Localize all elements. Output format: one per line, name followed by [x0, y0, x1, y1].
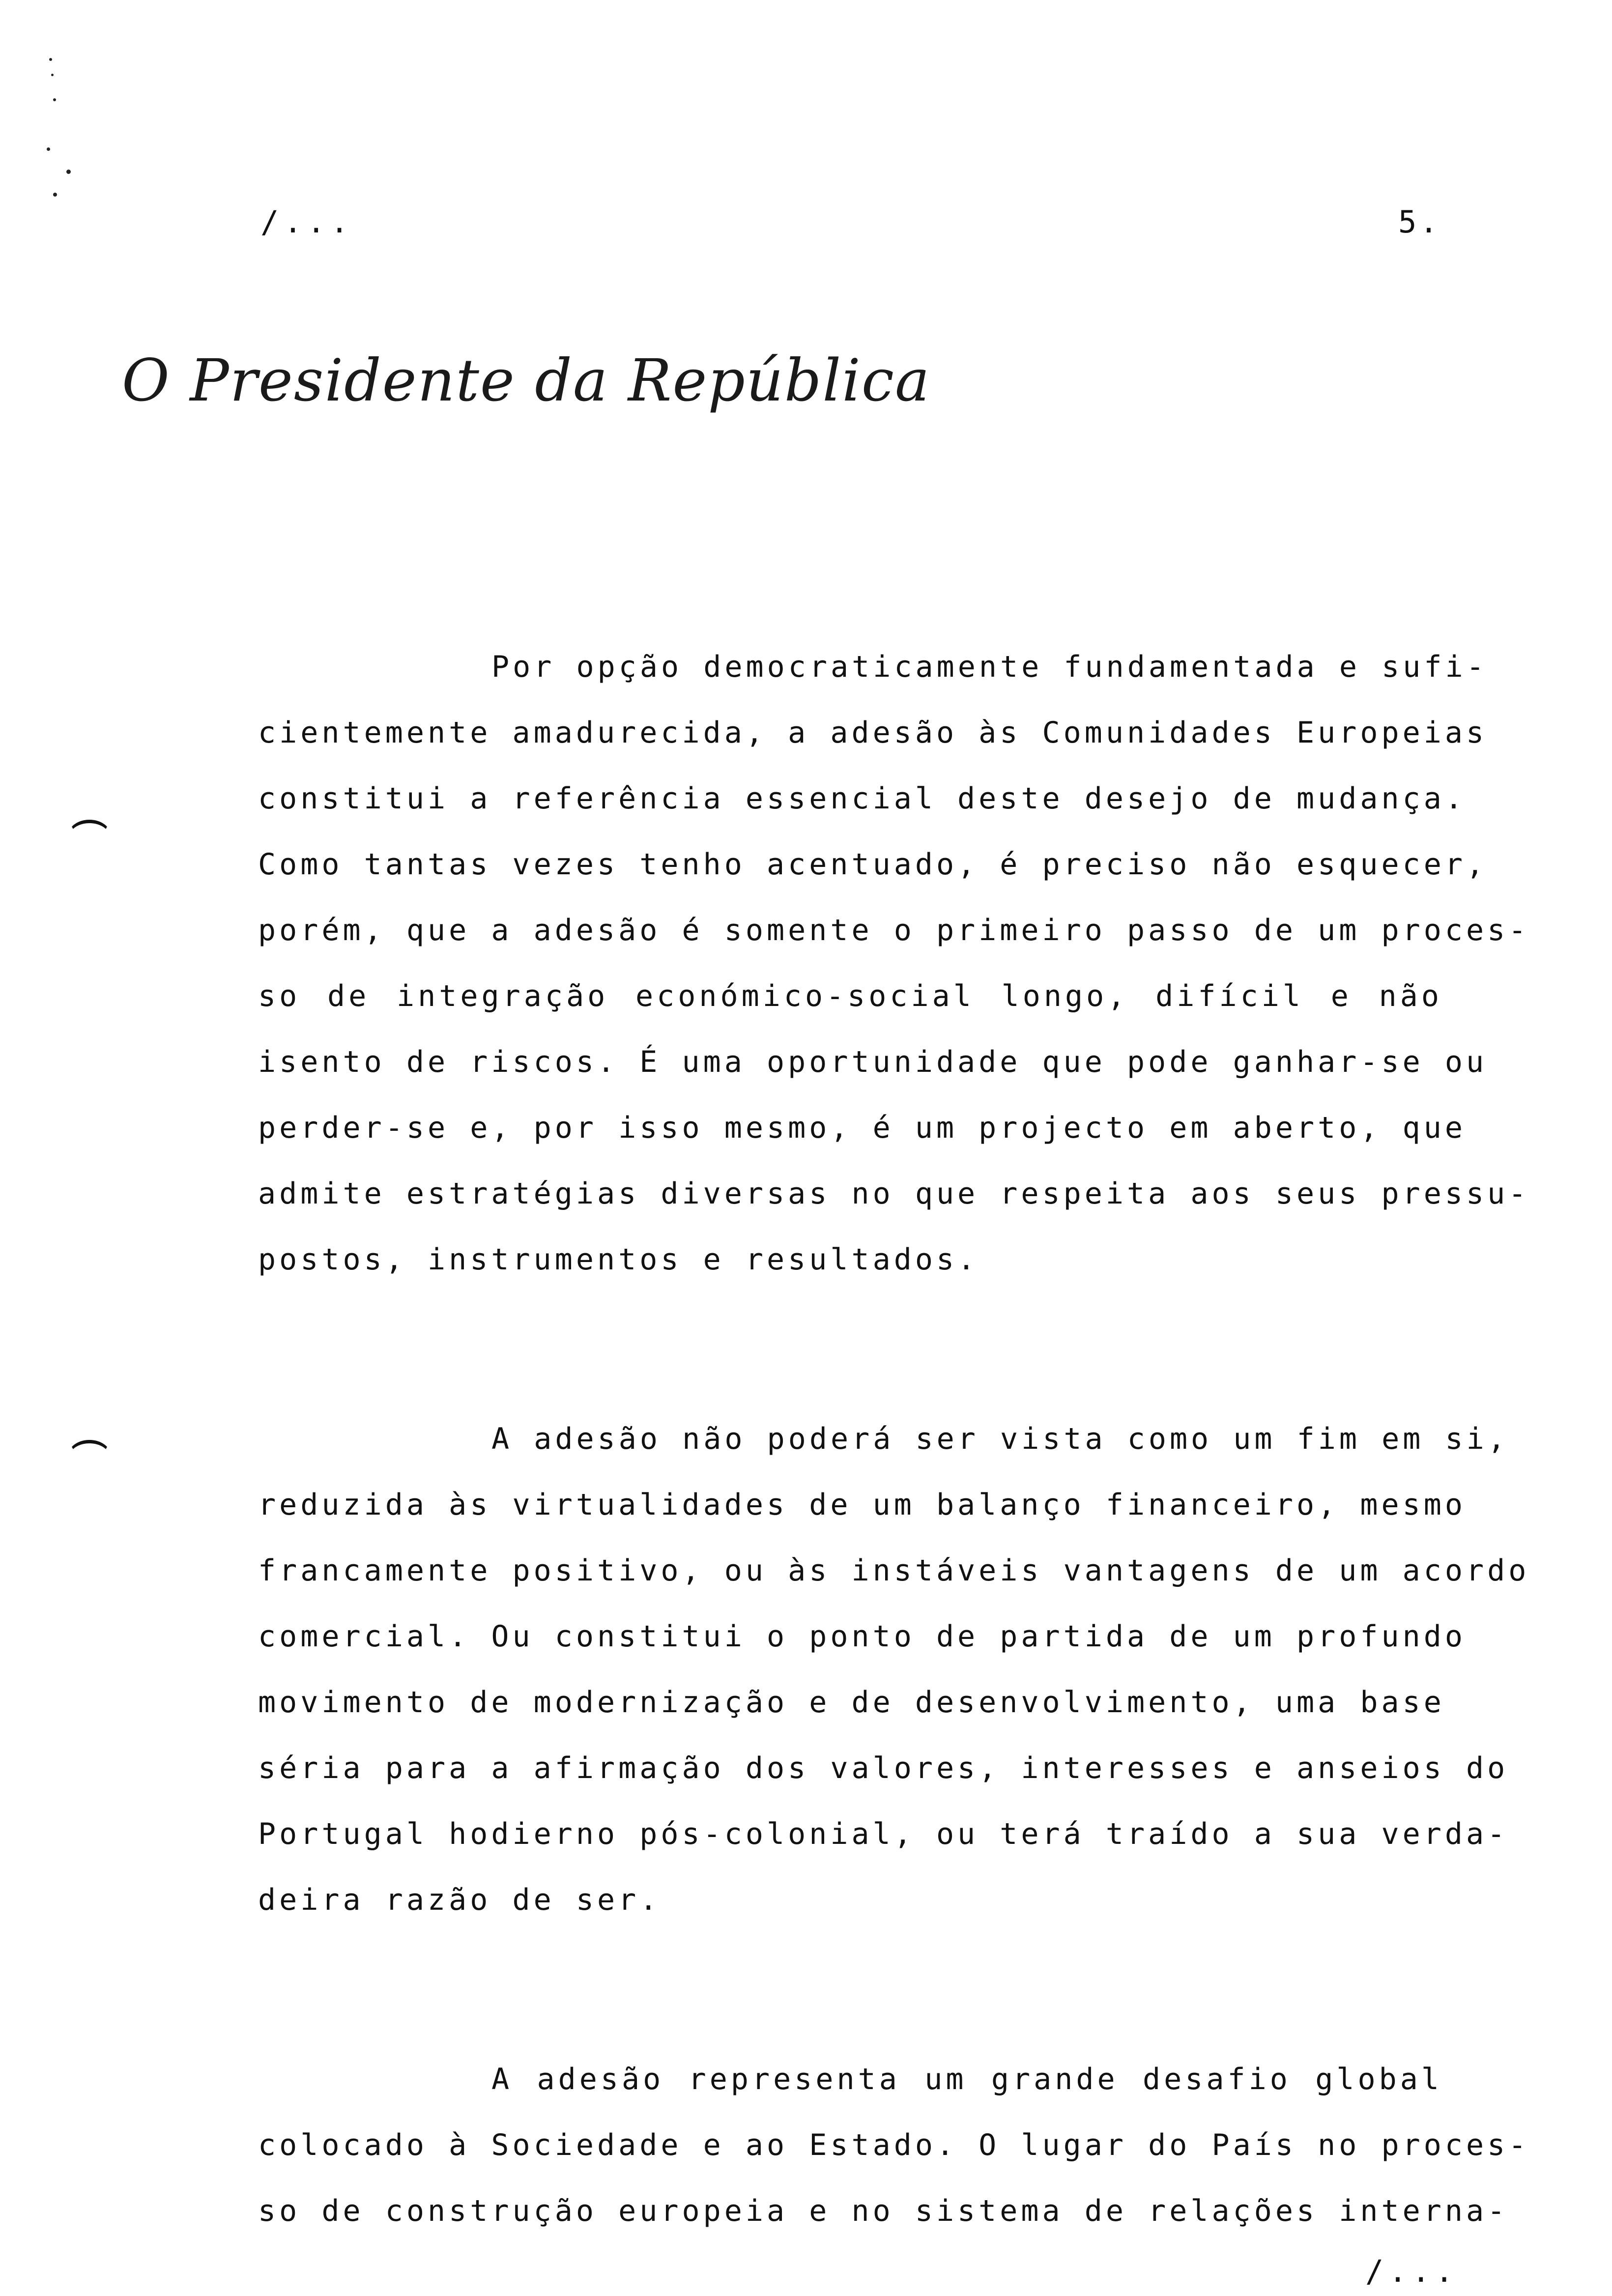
margin-speck [53, 193, 57, 197]
text-line: constitui a referência essencial deste desejo de mudança. [258, 781, 1467, 816]
text-line: deira razão de ser. [258, 1883, 661, 1917]
text-line: séria para a afirmação dos valores, interesses e anseios do [258, 1751, 1509, 1785]
text-line: francamente positivo, ou às instáveis vantagens de um acordo [258, 1553, 1530, 1588]
text-line: so de construção europeia e no sistema de relações interna- [258, 2194, 1509, 2228]
letterhead-title: O Presidente da República [122, 346, 931, 414]
text-line: Portugal hodierno pós-colonial, ou terá traído a sua verda- [258, 1817, 1509, 1851]
text-line: comercial. Ou constitui o ponto de partida de um profundo [258, 1619, 1467, 1654]
text-line: admite estratégias diversas no que respeita aos seus pressu- [258, 1177, 1530, 1211]
text-line: perder-se e, por isso mesmo, é um projecto em aberto, que [258, 1111, 1467, 1145]
text-line: so de integração económico-social longo, difícil e não [258, 979, 1442, 1013]
paragraph-2 [258, 1406, 1530, 1933]
margin-speck [49, 58, 52, 61]
text-line: A adesão não poderá ser vista como um fim em si, [491, 1422, 1509, 1456]
text-line: Por opção democraticamente fundamentada e sufi- [491, 650, 1488, 684]
paragraph-1 [258, 634, 1530, 1292]
punch-hole-mark [68, 1440, 111, 1473]
punch-hole-mark [68, 820, 111, 853]
page-number: 5. [1398, 204, 1441, 240]
text-line: A adesão representa um grande desafio global [491, 2062, 1442, 2096]
text-line: cientemente amadurecida, a adesão às Comunidades Europeias [258, 716, 1488, 750]
text-line: postos, instrumentos e resultados. [258, 1242, 979, 1277]
text-line: reduzida às virtualidades de um balanço financeiro, mesmo [258, 1488, 1467, 1522]
text-line: porém, que a adesão é somente o primeiro passo de um proces- [258, 913, 1530, 947]
margin-speck [51, 74, 54, 76]
margin-speck [47, 147, 50, 151]
continuation-mark-bottom: /... [1365, 2253, 1459, 2289]
text-line: isento de riscos. É uma oportunidade que pode ganhar-se ou [258, 1045, 1488, 1079]
body-text [258, 634, 1530, 2244]
margin-speck [66, 170, 71, 174]
text-line: colocado à Sociedade e ao Estado. O lugar do País no proces- [258, 2128, 1530, 2162]
text-line: Como tantas vezes tenho acentuado, é preciso não esquecer, [258, 847, 1488, 882]
paragraph-3 [258, 2046, 1530, 2244]
continuation-mark-top: /... [260, 204, 354, 240]
margin-speck [53, 98, 56, 101]
text-line: movimento de modernização e de desenvolvimento, uma base [258, 1685, 1445, 1720]
